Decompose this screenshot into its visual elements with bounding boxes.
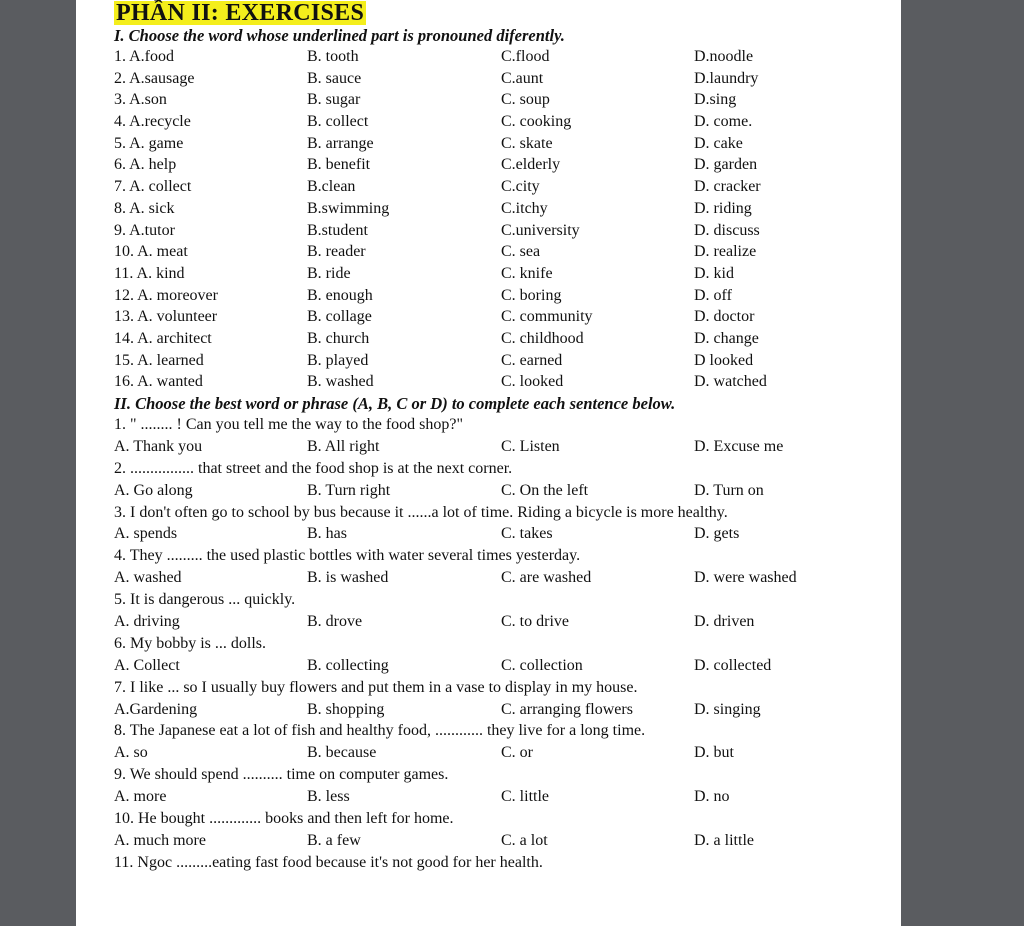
document-page — [76, 0, 901, 926]
question-text: 8. The Japanese eat a lot of fish and healthy food, ............ they live for a long time. — [114, 722, 646, 740]
answer-option: C. to drive — [501, 613, 569, 631]
word-option: 5. A. game — [114, 134, 184, 152]
word-option: 9. A.tutor — [114, 221, 175, 239]
answer-option: D. Turn on — [694, 481, 764, 499]
word-row — [114, 68, 894, 90]
answer-option: A. so — [114, 744, 148, 762]
word-row — [114, 285, 894, 307]
answer-row — [114, 480, 894, 502]
word-option: 8. A. sick — [114, 199, 175, 217]
question-text: 9. We should spend .......... time on computer games. — [114, 766, 449, 784]
word-option: D. realize — [694, 243, 757, 261]
answer-row — [114, 830, 894, 852]
answer-option: A. much more — [114, 831, 206, 849]
answer-option: D. Excuse me — [694, 437, 784, 455]
answer-option: C. a lot — [501, 831, 548, 849]
word-option: 16. A. wanted — [114, 373, 203, 391]
word-option: C.university — [501, 221, 580, 239]
answer-option: B. collecting — [307, 656, 389, 674]
word-option: D.noodle — [694, 48, 754, 65]
word-option: D. cracker — [694, 178, 761, 196]
word-option: D. kid — [694, 264, 734, 282]
word-option: D. off — [694, 286, 732, 304]
word-option: C. soup — [501, 91, 550, 109]
word-option: 4. A.recycle — [114, 113, 191, 131]
word-option: C.aunt — [501, 69, 544, 87]
word-option: B.clean — [307, 178, 356, 196]
word-option: 14. A. architect — [114, 329, 212, 347]
answer-option: D. a little — [694, 831, 754, 849]
answer-option: C. or — [501, 744, 533, 762]
answer-option: A. washed — [114, 569, 182, 587]
word-option: 12. A. moreover — [114, 286, 218, 304]
word-option: B. church — [307, 329, 370, 347]
word-option: D.laundry — [694, 69, 759, 87]
word-row — [114, 241, 894, 263]
answer-option: A. driving — [114, 613, 180, 631]
question-text: 11. Ngoc .........eating fast food because it's not good for her health. — [114, 853, 543, 871]
answer-row — [114, 523, 894, 545]
word-option: B.swimming — [307, 199, 390, 217]
answer-row — [114, 436, 894, 458]
answer-option: D. driven — [694, 613, 755, 631]
answer-option: B. Turn right — [307, 481, 391, 499]
word-option: D. discuss — [694, 221, 760, 239]
part2-heading: II. Choose the best word or phrase (A, B, C or D) to complete each sentence below. — [114, 394, 676, 413]
answer-option: B. a few — [307, 831, 361, 849]
answer-option: B. less — [307, 788, 350, 806]
word-option: D. watched — [694, 373, 767, 391]
word-option: B. enough — [307, 286, 373, 304]
word-option: C. knife — [501, 264, 553, 282]
question-text: 3. I don't often go to school by bus because it ......a lot of time. Riding a bicycle is more healthy. — [114, 503, 728, 521]
word-option: 7. A. collect — [114, 178, 192, 196]
answer-option: A. Go along — [114, 481, 193, 499]
word-row — [114, 350, 894, 372]
word-option: B. benefit — [307, 156, 371, 174]
question-text: 5. It is dangerous ... quickly. — [114, 591, 296, 609]
word-option: C. childhood — [501, 329, 584, 347]
word-row — [114, 328, 894, 350]
word-option: B. tooth — [307, 48, 359, 65]
word-option: B. ride — [307, 264, 351, 282]
question-text: 2. ................ that street and the food shop is at the next corner. — [114, 459, 513, 477]
word-option: D. come. — [694, 113, 753, 131]
word-option: B. sauce — [307, 69, 362, 87]
word-option: B. played — [307, 351, 369, 369]
word-option: C. sea — [501, 243, 541, 261]
word-option: C.itchy — [501, 199, 548, 217]
word-option: 1. A.food — [114, 48, 174, 65]
answer-option: B. is washed — [307, 569, 389, 587]
answer-option: A. more — [114, 788, 167, 806]
word-row — [114, 111, 894, 133]
answer-option: D. gets — [694, 525, 740, 543]
answer-option: C. are washed — [501, 569, 592, 587]
word-option: C. skate — [501, 134, 553, 152]
word-option: B. collage — [307, 308, 372, 326]
word-option: C. community — [501, 308, 593, 326]
question-text: 4. They ......... the used plastic bottles with water several times yesterday. — [114, 547, 581, 565]
answer-option: C. On the left — [501, 481, 589, 499]
word-option: D. cake — [694, 134, 743, 152]
word-option: D. doctor — [694, 308, 755, 326]
word-option: 11. A. kind — [114, 264, 185, 282]
answer-row — [114, 611, 894, 633]
answer-option: C. Listen — [501, 437, 560, 455]
word-row — [114, 263, 894, 285]
word-option: B. washed — [307, 373, 374, 391]
word-option: C.city — [501, 178, 540, 196]
answer-option: D. were washed — [694, 569, 797, 587]
answer-option: D. but — [694, 744, 734, 762]
question-text: 6. My bobby is ... dolls. — [114, 634, 267, 652]
answer-row — [114, 786, 894, 808]
answer-option: B. because — [307, 744, 377, 762]
word-option: B. sugar — [307, 91, 361, 109]
answer-option: D. collected — [694, 656, 772, 674]
word-row — [114, 176, 894, 198]
word-option: 2. A.sausage — [114, 69, 195, 87]
word-option: 15. A. learned — [114, 351, 204, 369]
answer-row — [114, 567, 894, 589]
answer-option: B. has — [307, 525, 347, 543]
word-option: 3. A.son — [114, 91, 167, 109]
word-option: C.elderly — [501, 156, 561, 174]
part2-list — [114, 414, 894, 874]
answer-row — [114, 655, 894, 677]
part1-list — [114, 46, 894, 393]
word-row — [114, 133, 894, 155]
answer-option: B. shopping — [307, 700, 385, 718]
word-option: C. looked — [501, 373, 564, 391]
question-text: 10. He bought ............. books and then left for home. — [114, 810, 454, 828]
word-option: D looked — [694, 351, 754, 369]
answer-option: C. takes — [501, 525, 553, 543]
answer-option: C. arranging flowers — [501, 700, 633, 718]
page-content — [114, 0, 894, 874]
word-row — [114, 89, 894, 111]
word-row — [114, 306, 894, 328]
word-option: C.flood — [501, 48, 550, 65]
answer-option: B. drove — [307, 613, 363, 631]
answer-option: D. no — [694, 788, 730, 806]
word-row — [114, 154, 894, 176]
word-row — [114, 198, 894, 220]
answer-option: A. Thank you — [114, 437, 203, 455]
word-option: D.sing — [694, 91, 737, 109]
answer-row — [114, 742, 894, 764]
word-row — [114, 220, 894, 242]
word-row — [114, 46, 894, 68]
word-option: C. boring — [501, 286, 562, 304]
answer-option: A.Gardening — [114, 700, 198, 718]
word-option: B. reader — [307, 243, 366, 261]
answer-option: A. Collect — [114, 656, 180, 674]
word-option: C. cooking — [501, 113, 572, 131]
word-option: 10. A. meat — [114, 243, 188, 261]
word-option: B. arrange — [307, 134, 374, 152]
answer-option: D. singing — [694, 700, 761, 718]
word-option: D. riding — [694, 199, 752, 217]
answer-option: C. collection — [501, 656, 583, 674]
answer-option: C. little — [501, 788, 549, 806]
answer-option: A. spends — [114, 525, 178, 543]
answer-option: B. All right — [307, 437, 380, 455]
word-option: D. change — [694, 329, 759, 347]
word-option: C. earned — [501, 351, 563, 369]
part1-heading: I. Choose the word whose underlined part is pronouned diferently. — [114, 26, 565, 45]
question-text: 1. " ........ ! Can you tell me the way to the food shop?" — [114, 416, 463, 433]
word-option: B.student — [307, 221, 368, 239]
word-option: B. collect — [307, 113, 369, 131]
word-option: D. garden — [694, 156, 758, 174]
word-row — [114, 371, 894, 393]
word-option: 6. A. help — [114, 156, 177, 174]
answer-row — [114, 699, 894, 721]
page-title: PHẦN II: EXERCISES — [116, 0, 365, 26]
question-text: 7. I like ... so I usually buy flowers and put them in a vase to display in my house. — [114, 678, 638, 696]
word-option: 13. A. volunteer — [114, 308, 218, 326]
